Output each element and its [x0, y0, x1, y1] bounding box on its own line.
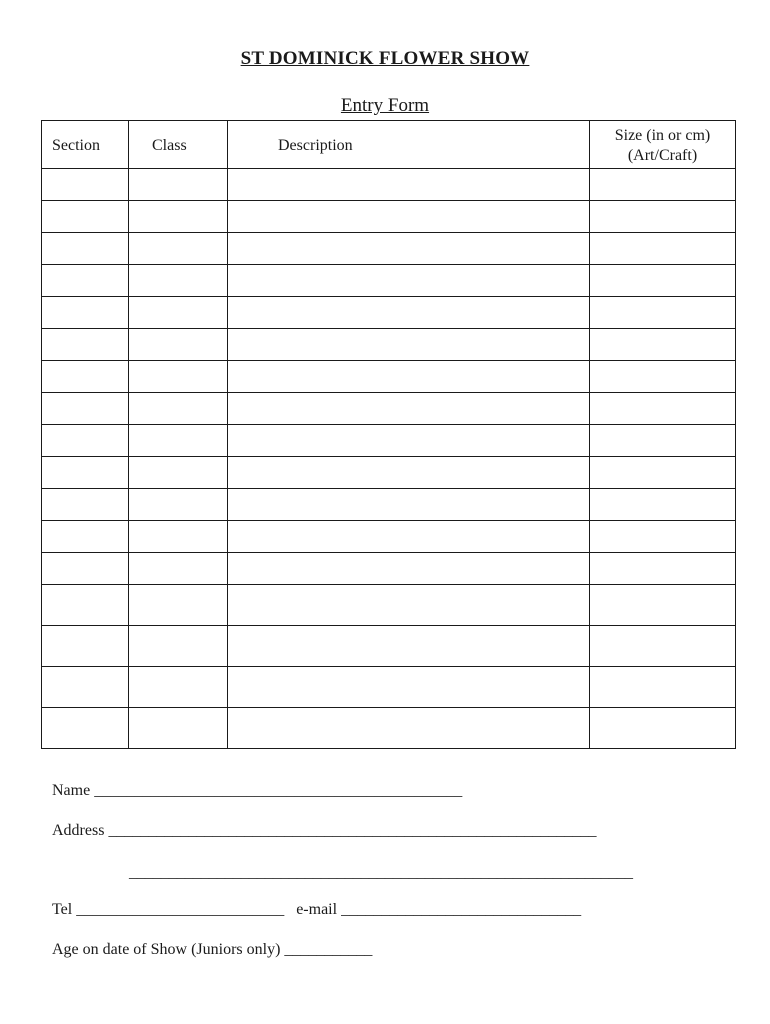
entry-cell-class[interactable] [129, 489, 228, 521]
entry-cell-section[interactable] [42, 297, 129, 329]
entry-cell-section[interactable] [42, 585, 129, 626]
entry-cell-size[interactable] [590, 265, 736, 297]
address-field[interactable]: Address _____________________________________________________________ [52, 822, 597, 839]
table-row [42, 585, 736, 626]
entry-cell-class[interactable] [129, 425, 228, 457]
entry-cell-description[interactable] [228, 233, 590, 265]
entry-cell-class[interactable] [129, 329, 228, 361]
entry-cell-description[interactable] [228, 393, 590, 425]
entry-cell-class[interactable] [129, 265, 228, 297]
entry-cell-class[interactable] [129, 626, 228, 667]
entry-cell-size[interactable] [590, 667, 736, 708]
entry-cell-description[interactable] [228, 297, 590, 329]
entry-cell-section[interactable] [42, 521, 129, 553]
entry-cell-description[interactable] [228, 169, 590, 201]
entry-cell-size[interactable] [590, 585, 736, 626]
entry-cell-section[interactable] [42, 708, 129, 749]
table-row [42, 708, 736, 749]
entry-cell-description[interactable] [228, 265, 590, 297]
entry-cell-section[interactable] [42, 457, 129, 489]
column-header-description: Description [228, 121, 590, 169]
entry-cell-description[interactable] [228, 489, 590, 521]
entry-cell-size[interactable] [590, 169, 736, 201]
entries-table-body [42, 169, 736, 749]
column-header-size [590, 121, 736, 169]
table-row [42, 425, 736, 457]
entry-cell-size[interactable] [590, 201, 736, 233]
table-row [42, 169, 736, 201]
entry-cell-size[interactable] [590, 457, 736, 489]
entry-cell-class[interactable] [129, 667, 228, 708]
entry-cell-description[interactable] [228, 626, 590, 667]
entry-cell-size[interactable] [590, 233, 736, 265]
tel-email-field[interactable]: Tel __________________________ e-mail ______________________________ [52, 901, 582, 918]
form-subtitle: Entry Form [340, 95, 430, 116]
table-row [42, 297, 736, 329]
entry-cell-section[interactable] [42, 169, 129, 201]
age-field[interactable]: Age on date of Show (Juniors only) ___________ [52, 941, 373, 958]
entry-cell-description[interactable] [228, 521, 590, 553]
table-row [42, 626, 736, 667]
entry-cell-description[interactable] [228, 329, 590, 361]
entry-cell-class[interactable] [129, 233, 228, 265]
column-header-section: Section [42, 121, 129, 169]
form-title: ST DOMINICK FLOWER SHOW [240, 48, 530, 69]
entry-cell-section[interactable] [42, 329, 129, 361]
table-row [42, 489, 736, 521]
entry-cell-section[interactable] [42, 265, 129, 297]
column-header-class: Class [129, 121, 228, 169]
entry-cell-size[interactable] [590, 425, 736, 457]
entry-cell-section[interactable] [42, 393, 129, 425]
entry-cell-description[interactable] [228, 457, 590, 489]
entry-cell-size[interactable] [590, 708, 736, 749]
entry-cell-class[interactable] [129, 393, 228, 425]
entry-cell-description[interactable] [228, 585, 590, 626]
address-field-line2[interactable]: _______________________________________________________________ [129, 864, 633, 881]
entry-cell-class[interactable] [129, 457, 228, 489]
table-header-row [42, 121, 736, 169]
entry-cell-section[interactable] [42, 233, 129, 265]
entry-cell-class[interactable] [129, 169, 228, 201]
entry-cell-description[interactable] [228, 361, 590, 393]
entry-cell-section[interactable] [42, 626, 129, 667]
entry-cell-class[interactable] [129, 297, 228, 329]
table-row [42, 667, 736, 708]
entry-cell-section[interactable] [42, 361, 129, 393]
entry-cell-description[interactable] [228, 553, 590, 585]
table-row [42, 457, 736, 489]
table-row [42, 329, 736, 361]
entry-cell-description[interactable] [228, 201, 590, 233]
table-row [42, 553, 736, 585]
name-field[interactable]: Name ______________________________________________ [52, 782, 463, 799]
entry-cell-size[interactable] [590, 297, 736, 329]
entry-cell-size[interactable] [590, 553, 736, 585]
column-header-size-line2: (Art/Craft) [627, 146, 698, 164]
entry-cell-section[interactable] [42, 553, 129, 585]
table-row [42, 201, 736, 233]
entry-cell-description[interactable] [228, 708, 590, 749]
entry-cell-size[interactable] [590, 626, 736, 667]
entry-cell-description[interactable] [228, 425, 590, 457]
table-row [42, 233, 736, 265]
entries-table [41, 120, 736, 749]
entry-cell-class[interactable] [129, 361, 228, 393]
entry-cell-size[interactable] [590, 521, 736, 553]
entry-cell-class[interactable] [129, 521, 228, 553]
entry-cell-size[interactable] [590, 329, 736, 361]
table-row [42, 521, 736, 553]
entry-cell-section[interactable] [42, 425, 129, 457]
entry-cell-class[interactable] [129, 201, 228, 233]
column-header-size-line1: Size (in or cm) [614, 126, 711, 144]
entry-cell-section[interactable] [42, 667, 129, 708]
entry-cell-size[interactable] [590, 361, 736, 393]
entry-cell-section[interactable] [42, 201, 129, 233]
entry-cell-class[interactable] [129, 585, 228, 626]
table-row [42, 393, 736, 425]
entry-cell-size[interactable] [590, 489, 736, 521]
entry-cell-class[interactable] [129, 553, 228, 585]
entry-cell-section[interactable] [42, 489, 129, 521]
table-row [42, 361, 736, 393]
entry-cell-description[interactable] [228, 667, 590, 708]
table-row [42, 265, 736, 297]
entry-cell-size[interactable] [590, 393, 736, 425]
entry-cell-class[interactable] [129, 708, 228, 749]
